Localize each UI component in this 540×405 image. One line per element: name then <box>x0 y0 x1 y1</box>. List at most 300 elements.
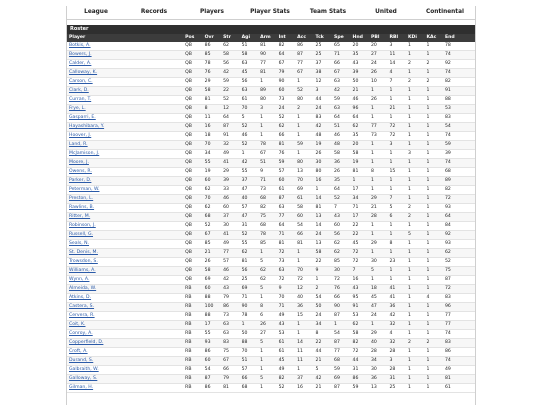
player-link[interactable]: Curran, T. <box>67 96 183 105</box>
cell-spe: 48 <box>332 141 350 150</box>
table-header <box>67 34 475 42</box>
player-link[interactable]: Peterman, W. <box>67 186 183 195</box>
cell-kac: 1 <box>424 96 442 105</box>
cell-end: 78 <box>443 42 475 51</box>
cell-ovr: 68 <box>203 213 221 222</box>
cell-kac: 1 <box>424 303 442 312</box>
cell-end: 89 <box>443 177 475 186</box>
cell-spe: 36 <box>332 159 350 168</box>
cell-agi: 31 <box>240 222 258 231</box>
cell-acc: 1 <box>295 330 313 339</box>
player-link[interactable]: Castera, S. <box>67 303 183 312</box>
cell-tck: 44 <box>314 348 332 357</box>
cell-kdi: 1 <box>406 294 424 303</box>
cell-end: 59 <box>443 141 475 150</box>
column-header-pos[interactable]: Pos <box>183 34 203 42</box>
cell-ovr: 60 <box>203 357 221 366</box>
cell-pos: RB <box>183 321 203 330</box>
cell-pos: QB <box>183 96 203 105</box>
cell-hnd: 62 <box>351 123 369 132</box>
cell-kdi: 1 <box>406 258 424 267</box>
nav-team-stats[interactable]: Team Stats <box>309 9 347 15</box>
cell-pbl: 29 <box>369 195 387 204</box>
cell-agi: 47 <box>240 186 258 195</box>
cell-rbl: 1 <box>387 231 405 240</box>
cell-pos: QB <box>183 168 203 177</box>
cell-int: 43 <box>277 321 295 330</box>
cell-ovr: 26 <box>203 258 221 267</box>
cell-tck: 13 <box>314 213 332 222</box>
cell-kdi: 1 <box>406 357 424 366</box>
player-link[interactable]: Trowsdon, S. <box>67 258 183 267</box>
cell-rbl: 1 <box>387 276 405 285</box>
cell-hnd: 62 <box>351 321 369 330</box>
cell-ovr: 60 <box>203 177 221 186</box>
cell-pbl: 1 <box>369 231 387 240</box>
cell-hnd: 20 <box>351 42 369 51</box>
cell-pbl: 20 <box>369 42 387 51</box>
cell-end: 74 <box>443 69 475 78</box>
cell-kdi: 1 <box>406 168 424 177</box>
cell-hnd: 71 <box>351 204 369 213</box>
table-row <box>67 222 475 231</box>
cell-kdi: 1 <box>406 240 424 249</box>
cell-arm: 68 <box>258 195 276 204</box>
cell-pbl: 1 <box>369 276 387 285</box>
cell-kac: 1 <box>424 222 442 231</box>
cell-rbl: 1 <box>387 87 405 96</box>
cell-pbl: 30 <box>369 258 387 267</box>
cell-kdi: 1 <box>406 222 424 231</box>
cell-str: 56 <box>221 60 239 69</box>
cell-kac: 1 <box>424 114 442 123</box>
cell-kdi: 1 <box>406 249 424 258</box>
player-link[interactable]: Coit, K. <box>67 321 183 330</box>
cell-int: 49 <box>277 366 295 375</box>
cell-agi: 51 <box>240 357 258 366</box>
table-row <box>67 177 475 186</box>
cell-kac: 1 <box>424 213 442 222</box>
cell-ovr: 11 <box>203 114 221 123</box>
cell-hnd: 72 <box>351 348 369 357</box>
cell-tck: 1 <box>314 276 332 285</box>
table-row <box>67 60 475 69</box>
cell-rbl: 41 <box>387 285 405 294</box>
cell-arm: 1 <box>258 249 276 258</box>
cell-kdi: 2 <box>406 339 424 348</box>
cell-acc: 61 <box>295 195 313 204</box>
player-link[interactable]: Copperfield, D. <box>67 339 183 348</box>
cell-agi: 56 <box>240 267 258 276</box>
cell-str: 33 <box>221 186 239 195</box>
column-header-tck[interactable]: Tck <box>314 34 332 42</box>
column-header-arm[interactable]: Arm <box>258 34 276 42</box>
cell-pos: QB <box>183 123 203 132</box>
cell-kdi: 1 <box>406 141 424 150</box>
cell-rbl: 3 <box>387 141 405 150</box>
cell-spe: 87 <box>332 339 350 348</box>
player-link[interactable]: Botkis, A. <box>67 42 183 51</box>
player-link[interactable]: Gilman, H. <box>67 384 183 393</box>
cell-int: 66 <box>277 132 295 141</box>
cell-rbl: 28 <box>387 366 405 375</box>
cell-agi: 66 <box>240 375 258 384</box>
cell-end: 74 <box>443 159 475 168</box>
cell-spe: 62 <box>332 240 350 249</box>
player-link[interactable]: Land, R. <box>67 141 183 150</box>
cell-ovr: 88 <box>203 312 221 321</box>
cell-rbl: 1 <box>387 177 405 186</box>
cell-ovr: 19 <box>203 168 221 177</box>
cell-rbl: 23 <box>387 258 405 267</box>
cell-end: 92 <box>443 60 475 69</box>
cell-int: 71 <box>277 303 295 312</box>
column-header-int[interactable]: Int <box>277 34 295 42</box>
cell-pos: RB <box>183 285 203 294</box>
column-header-rbl[interactable]: RBl <box>387 34 405 42</box>
cell-agi: 52 <box>240 231 258 240</box>
player-link[interactable]: Galbraith, W. <box>67 366 183 375</box>
cell-end: 39 <box>443 150 475 159</box>
cell-hnd: 50 <box>351 78 369 87</box>
cell-kac: 1 <box>424 141 442 150</box>
cell-pos: QB <box>183 159 203 168</box>
player-link[interactable]: Carson, C. <box>67 78 183 87</box>
cell-ovr: 29 <box>203 78 221 87</box>
table-row <box>67 375 475 384</box>
cell-acc: 37 <box>295 375 313 384</box>
player-link[interactable]: Williams, A. <box>67 267 183 276</box>
cell-str: 52 <box>221 96 239 105</box>
cell-rbl: 1 <box>387 249 405 258</box>
cell-acc: 1 <box>295 249 313 258</box>
cell-pbl: 1 <box>369 222 387 231</box>
cell-pbl: 1 <box>369 321 387 330</box>
cell-ovr: 69 <box>203 276 221 285</box>
player-link[interactable]: Calloway, K. <box>67 69 183 78</box>
cell-ovr: 52 <box>203 222 221 231</box>
cell-ovr: 8 <box>203 105 221 114</box>
cell-str: 37 <box>221 213 239 222</box>
cell-kdi: 1 <box>406 105 424 114</box>
cell-kac: 1 <box>424 231 442 240</box>
cell-str: 91 <box>221 132 239 141</box>
player-link[interactable]: Russell, G. <box>67 231 183 240</box>
player-link[interactable]: Hoover, J. <box>67 132 183 141</box>
cell-pbl: 18 <box>369 285 387 294</box>
table-row <box>67 249 475 258</box>
cell-hnd: 43 <box>351 60 369 69</box>
player-link[interactable]: Wynn, A. <box>67 276 183 285</box>
cell-acc: 13 <box>295 168 313 177</box>
cell-tck: 8 <box>314 330 332 339</box>
table-row <box>67 123 475 132</box>
nav-records[interactable]: Records <box>140 9 168 15</box>
table-row <box>67 240 475 249</box>
cell-tck: 21 <box>314 357 332 366</box>
cell-str: 79 <box>221 294 239 303</box>
cell-str: 43 <box>221 285 239 294</box>
cell-agi: 56 <box>240 78 258 87</box>
cell-tck: 24 <box>314 105 332 114</box>
nav-player-stats[interactable]: Player Stats <box>250 9 290 15</box>
cell-tck: 19 <box>314 141 332 150</box>
cell-hnd: 21 <box>351 87 369 96</box>
cell-kdi: 1 <box>406 285 424 294</box>
cell-tck: 83 <box>314 114 332 123</box>
table-row <box>67 312 475 321</box>
cell-spe: 26 <box>332 168 350 177</box>
cell-tck: 24 <box>314 231 332 240</box>
cell-end: 52 <box>443 258 475 267</box>
cell-kac: 1 <box>424 348 442 357</box>
cell-agi: 1 <box>240 150 258 159</box>
table-row <box>67 294 475 303</box>
cell-pbl: 1 <box>369 87 387 96</box>
cell-ovr: 62 <box>203 186 221 195</box>
column-header-player[interactable]: Player <box>67 34 183 42</box>
cell-str: 77 <box>221 249 239 258</box>
cell-acc: 1 <box>295 366 313 375</box>
cell-agi: 45 <box>240 69 258 78</box>
cell-kdi: 1 <box>406 384 424 393</box>
cell-rbl: 25 <box>387 384 405 393</box>
cell-spe: 67 <box>332 69 350 78</box>
cell-kdi: 1 <box>406 375 424 384</box>
cell-ovr: 87 <box>203 375 221 384</box>
table-row <box>67 132 475 141</box>
cell-arm: 78 <box>258 141 276 150</box>
player-link[interactable]: Owens, R. <box>67 168 183 177</box>
cell-pbl: 1 <box>369 150 387 159</box>
player-link[interactable]: Calder, A. <box>67 60 183 69</box>
cell-int: 53 <box>277 330 295 339</box>
cell-int: 71 <box>277 231 295 240</box>
cell-rbl: 3 <box>387 42 405 51</box>
cell-int: 52 <box>277 114 295 123</box>
cell-rbl: 1 <box>387 186 405 195</box>
cell-end: 72 <box>443 285 475 294</box>
column-header-ovr[interactable]: Ovr <box>203 34 221 42</box>
cell-int: 61 <box>277 186 295 195</box>
cell-tck: 2 <box>314 285 332 294</box>
player-link[interactable]: Robinson, J. <box>67 222 183 231</box>
player-link[interactable]: Durand, S. <box>67 357 183 366</box>
player-link[interactable]: Galloway, S. <box>67 375 183 384</box>
cell-kac: 2 <box>424 60 442 69</box>
player-link[interactable]: Atkins, D. <box>67 294 183 303</box>
cell-kdi: 1 <box>406 195 424 204</box>
cell-str: 64 <box>221 114 239 123</box>
cell-kdi: 1 <box>406 87 424 96</box>
cell-kdi: 1 <box>406 321 424 330</box>
player-link[interactable]: Croft, A. <box>67 348 183 357</box>
cell-hnd: 20 <box>351 141 369 150</box>
cell-pbl: 10 <box>369 78 387 87</box>
cell-pos: RB <box>183 330 203 339</box>
cell-kdi: 2 <box>406 204 424 213</box>
cell-end: 74 <box>443 132 475 141</box>
cell-end: 82 <box>443 78 475 87</box>
player-link[interactable]: Clark, D. <box>67 87 183 96</box>
column-header-end[interactable]: End <box>443 34 475 42</box>
column-header-hnd[interactable]: Hnd <box>351 34 369 42</box>
cell-str: 49 <box>221 240 239 249</box>
cell-hnd: 17 <box>351 213 369 222</box>
cell-tck: 26 <box>314 150 332 159</box>
column-header-spe[interactable]: Spe <box>332 34 350 42</box>
cell-hnd: 19 <box>351 159 369 168</box>
player-link[interactable]: Seals, N. <box>67 240 183 249</box>
cell-spe: 62 <box>332 249 350 258</box>
player-link[interactable]: Ritter, M. <box>67 213 183 222</box>
cell-rbl: 28 <box>387 348 405 357</box>
nav-players[interactable]: Players <box>200 9 224 15</box>
cell-str: 58 <box>221 51 239 60</box>
cell-end: 86 <box>443 348 475 357</box>
cell-spe: 60 <box>332 222 350 231</box>
cell-str: 67 <box>221 357 239 366</box>
cell-kac: 1 <box>424 330 442 339</box>
cell-int: 62 <box>277 123 295 132</box>
nav-league[interactable]: League <box>84 9 108 15</box>
column-header-kac[interactable]: KAc <box>424 34 442 42</box>
cell-pbl: 34 <box>369 357 387 366</box>
cell-agi: 55 <box>240 168 258 177</box>
cell-arm: 1 <box>258 348 276 357</box>
table-row <box>67 78 475 87</box>
player-link[interactable]: Frye, L. <box>67 105 183 114</box>
cell-spe: 1 <box>332 321 350 330</box>
cell-arm: 62 <box>258 267 276 276</box>
cell-kdi: 1 <box>406 123 424 132</box>
table-row <box>67 87 475 96</box>
cell-kac: 4 <box>424 294 442 303</box>
cell-rbl: 1 <box>387 159 405 168</box>
cell-pos: QB <box>183 150 203 159</box>
cell-str: 46 <box>221 267 239 276</box>
cell-end: 84 <box>443 222 475 231</box>
cell-kdi: 1 <box>406 159 424 168</box>
cell-arm: 1 <box>258 114 276 123</box>
cell-agi: 90 <box>240 303 258 312</box>
cell-acc: 72 <box>295 276 313 285</box>
cell-ovr: 17 <box>203 321 221 330</box>
cell-tck: 25 <box>314 51 332 60</box>
cell-tck: 42 <box>314 123 332 132</box>
column-header-pbl[interactable]: PBl <box>369 34 387 42</box>
player-link[interactable]: Rawlins, B. <box>67 204 183 213</box>
player-link[interactable]: Almeida, W. <box>67 285 183 294</box>
cell-acc: 80 <box>295 96 313 105</box>
player-link[interactable]: St. Denis, M. <box>67 249 183 258</box>
cell-hnd: 44 <box>351 357 369 366</box>
cell-ovr: 16 <box>203 123 221 132</box>
column-header-str[interactable]: Str <box>221 34 239 42</box>
cell-kac: 1 <box>424 168 442 177</box>
player-link[interactable]: Parker, D. <box>67 177 183 186</box>
cell-acc: 1 <box>295 258 313 267</box>
cell-spe: 72 <box>332 276 350 285</box>
cell-ovr: 18 <box>203 132 221 141</box>
player-link[interactable]: Gasparri, E. <box>67 114 183 123</box>
cell-pos: QB <box>183 213 203 222</box>
cell-rbl: 1 <box>387 222 405 231</box>
player-link[interactable]: Preston, L. <box>67 195 183 204</box>
column-header-agi[interactable]: Agi <box>240 34 258 42</box>
table-row <box>67 141 475 150</box>
cell-hnd: 31 <box>351 366 369 375</box>
cell-rbl: 72 <box>387 123 405 132</box>
cell-agi: 71 <box>240 294 258 303</box>
nav-united[interactable]: United <box>375 9 397 15</box>
cell-rbl: 4 <box>387 69 405 78</box>
cell-ovr: 62 <box>203 204 221 213</box>
table-row <box>67 330 475 339</box>
cell-arm: 75 <box>258 213 276 222</box>
cell-int: 63 <box>277 267 295 276</box>
cell-acc: 14 <box>295 339 313 348</box>
nav-continental[interactable]: Continental <box>426 9 464 15</box>
column-header-acc[interactable]: Acc <box>295 34 313 42</box>
cell-kdi: 1 <box>406 177 424 186</box>
cell-acc: 70 <box>295 267 313 276</box>
cell-end: 83 <box>443 339 475 348</box>
cell-spe: 52 <box>332 195 350 204</box>
cell-end: 83 <box>443 114 475 123</box>
cell-arm: 6 <box>258 312 276 321</box>
cell-int: 60 <box>277 87 295 96</box>
cell-end: 74 <box>443 357 475 366</box>
section-title: Roster <box>67 25 475 34</box>
cell-pos: QB <box>183 69 203 78</box>
cell-ovr: 100 <box>203 303 221 312</box>
cell-pos: QB <box>183 60 203 69</box>
player-link[interactable]: Moore, J. <box>67 159 183 168</box>
cell-tck: 38 <box>314 69 332 78</box>
cell-agi: 5 <box>240 114 258 123</box>
cell-kac: 1 <box>424 204 442 213</box>
cell-hnd: 7 <box>351 267 369 276</box>
player-link[interactable]: McJamison, J. <box>67 150 183 159</box>
cell-arm: 1 <box>258 294 276 303</box>
player-link[interactable]: Hayashibara, Y. <box>67 123 183 132</box>
player-link[interactable]: Cervera, R. <box>67 312 183 321</box>
cell-ovr: 21 <box>203 249 221 258</box>
cell-pbl: 29 <box>369 240 387 249</box>
cell-rbl: 36 <box>387 303 405 312</box>
cell-ovr: 81 <box>203 96 221 105</box>
cell-tck: 50 <box>314 303 332 312</box>
cell-arm: 71 <box>258 177 276 186</box>
player-link[interactable]: Conroy, A. <box>67 330 183 339</box>
cell-str: 83 <box>221 339 239 348</box>
cell-pbl: 27 <box>369 51 387 60</box>
column-header-kdi[interactable]: KDi <box>406 34 424 42</box>
cell-int: 49 <box>277 312 295 321</box>
player-link[interactable]: Bowers, J. <box>67 51 183 60</box>
cell-pos: QB <box>183 249 203 258</box>
table-row <box>67 267 475 276</box>
cell-arm: 5 <box>258 375 276 384</box>
cell-kac: 1 <box>424 249 442 258</box>
cell-spe: 46 <box>332 132 350 141</box>
cell-hnd: 72 <box>351 258 369 267</box>
cell-pos: QB <box>183 177 203 186</box>
cell-end: 77 <box>443 321 475 330</box>
cell-hnd: 96 <box>351 105 369 114</box>
cell-hnd: 59 <box>351 384 369 393</box>
